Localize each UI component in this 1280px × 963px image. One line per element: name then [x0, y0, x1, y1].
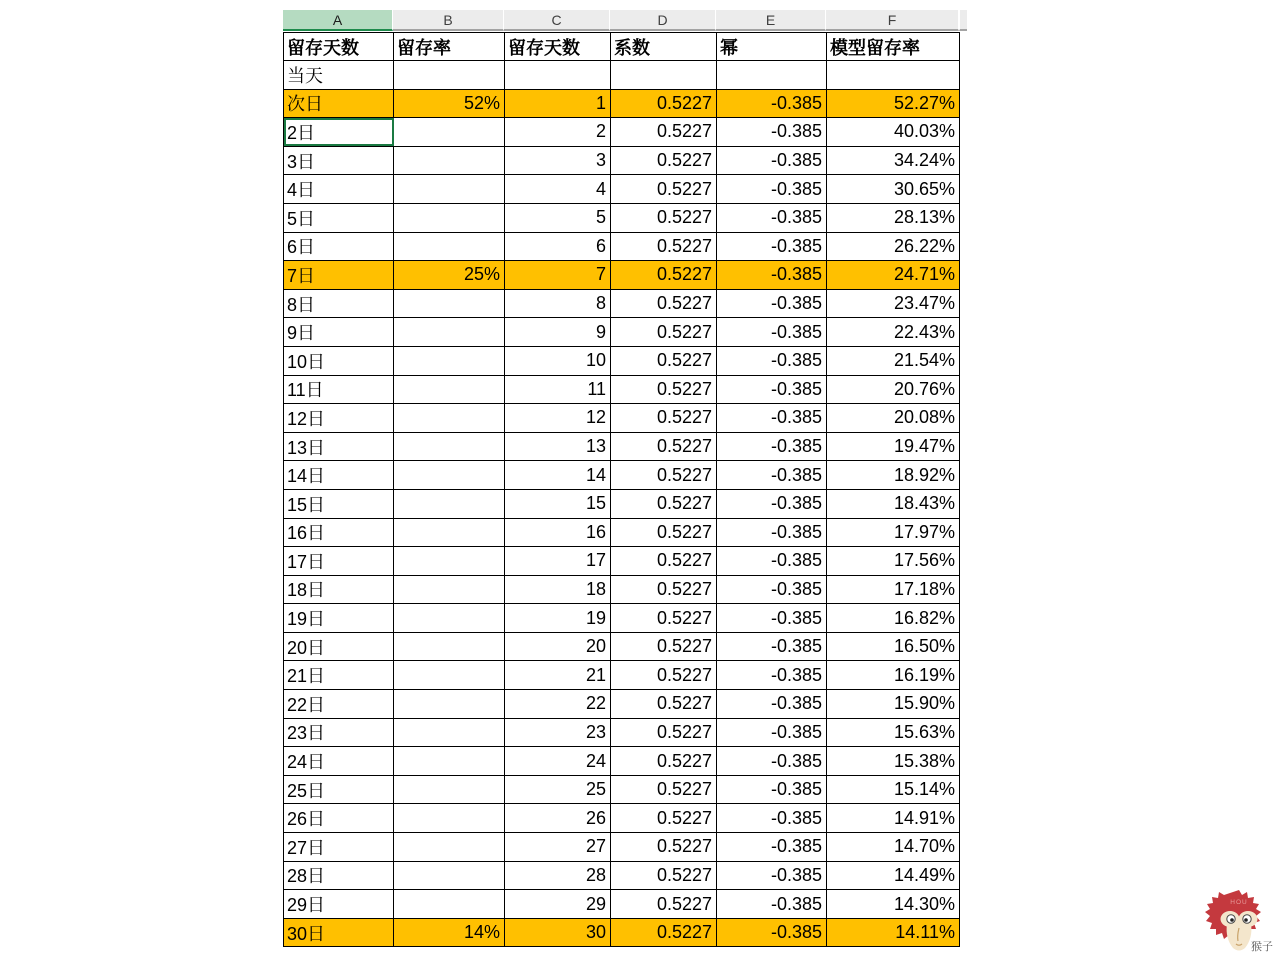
- cell[interactable]: 15: [505, 489, 611, 518]
- cell[interactable]: -0.385: [717, 575, 827, 604]
- cell[interactable]: [394, 890, 505, 919]
- cell[interactable]: 15日: [284, 489, 394, 518]
- cell[interactable]: 14.70%: [827, 833, 960, 862]
- cell[interactable]: 26.22%: [827, 232, 960, 261]
- cell[interactable]: 13: [505, 432, 611, 461]
- cell[interactable]: [394, 461, 505, 490]
- cell[interactable]: 17.56%: [827, 547, 960, 576]
- cell[interactable]: -0.385: [717, 89, 827, 118]
- cell[interactable]: -0.385: [717, 775, 827, 804]
- cell[interactable]: 0.5227: [611, 518, 717, 547]
- cell[interactable]: 0.5227: [611, 461, 717, 490]
- cell[interactable]: 14.49%: [827, 861, 960, 890]
- cell[interactable]: 52.27%: [827, 89, 960, 118]
- cell[interactable]: 0.5227: [611, 861, 717, 890]
- cell[interactable]: -0.385: [717, 489, 827, 518]
- cell[interactable]: -0.385: [717, 346, 827, 375]
- cell[interactable]: 25日: [284, 775, 394, 804]
- table-row: [284, 261, 960, 290]
- cell[interactable]: 20: [505, 632, 611, 661]
- cell[interactable]: [394, 289, 505, 318]
- cell[interactable]: [394, 404, 505, 433]
- cell[interactable]: 9: [505, 318, 611, 347]
- cell[interactable]: -0.385: [717, 718, 827, 747]
- table-row: [284, 432, 960, 461]
- cell[interactable]: 26日: [284, 804, 394, 833]
- table-row: [284, 146, 960, 175]
- cell[interactable]: -0.385: [717, 146, 827, 175]
- cell[interactable]: 22: [505, 690, 611, 719]
- cell[interactable]: 29日: [284, 890, 394, 919]
- cell[interactable]: -0.385: [717, 518, 827, 547]
- cell[interactable]: 6: [505, 232, 611, 261]
- cell[interactable]: 18.92%: [827, 461, 960, 490]
- cell[interactable]: [717, 61, 827, 90]
- table-row: [284, 890, 960, 919]
- cell[interactable]: 0.5227: [611, 604, 717, 633]
- cell[interactable]: 11日: [284, 375, 394, 404]
- cell[interactable]: 5日: [284, 203, 394, 232]
- cell[interactable]: 16.82%: [827, 604, 960, 633]
- cell[interactable]: 0.5227: [611, 118, 717, 147]
- cell[interactable]: [394, 804, 505, 833]
- table-row: [284, 661, 960, 690]
- cell[interactable]: 14%: [394, 918, 505, 947]
- table-row: [284, 61, 960, 90]
- cell[interactable]: [394, 203, 505, 232]
- cell[interactable]: 17.18%: [827, 575, 960, 604]
- table-header-row: [284, 33, 960, 61]
- cell[interactable]: 0.5227: [611, 289, 717, 318]
- cell[interactable]: 3: [505, 146, 611, 175]
- cell[interactable]: [394, 718, 505, 747]
- cell[interactable]: 0.5227: [611, 203, 717, 232]
- cell[interactable]: 16.50%: [827, 632, 960, 661]
- column-header-A[interactable]: A: [283, 10, 393, 31]
- cell[interactable]: 19日: [284, 604, 394, 633]
- cell[interactable]: 14.30%: [827, 890, 960, 919]
- cell[interactable]: [394, 375, 505, 404]
- table-row: [284, 346, 960, 375]
- cell[interactable]: [394, 775, 505, 804]
- active-cell[interactable]: 2日: [284, 118, 394, 147]
- cell[interactable]: 34.24%: [827, 146, 960, 175]
- table-row: [284, 203, 960, 232]
- watermark-logo: [1203, 886, 1275, 958]
- cell[interactable]: 16.19%: [827, 661, 960, 690]
- cell[interactable]: 22.43%: [827, 318, 960, 347]
- cell[interactable]: -0.385: [717, 918, 827, 947]
- cell[interactable]: [394, 575, 505, 604]
- sheet-body: [284, 33, 960, 947]
- column-header-C[interactable]: C: [504, 10, 610, 31]
- cell[interactable]: 13日: [284, 432, 394, 461]
- cell[interactable]: -0.385: [717, 632, 827, 661]
- cell[interactable]: 15.38%: [827, 747, 960, 776]
- cell[interactable]: 21: [505, 661, 611, 690]
- column-header-B[interactable]: B: [393, 10, 504, 31]
- cell[interactable]: 0.5227: [611, 690, 717, 719]
- cell[interactable]: 3日: [284, 146, 394, 175]
- cell[interactable]: 40.03%: [827, 118, 960, 147]
- cell[interactable]: 18: [505, 575, 611, 604]
- cell[interactable]: 0.5227: [611, 261, 717, 290]
- cell[interactable]: -0.385: [717, 833, 827, 862]
- column-header-partial: [959, 10, 967, 31]
- cell[interactable]: 30: [505, 918, 611, 947]
- table-row: [284, 175, 960, 204]
- cell[interactable]: 0.5227: [611, 918, 717, 947]
- cell[interactable]: 23日: [284, 718, 394, 747]
- cell[interactable]: 15.63%: [827, 718, 960, 747]
- table-row: [284, 232, 960, 261]
- cell[interactable]: -0.385: [717, 175, 827, 204]
- cell[interactable]: 0.5227: [611, 432, 717, 461]
- cell[interactable]: 11: [505, 375, 611, 404]
- cell[interactable]: [394, 632, 505, 661]
- cell[interactable]: -0.385: [717, 804, 827, 833]
- cell[interactable]: -0.385: [717, 861, 827, 890]
- cell[interactable]: 0.5227: [611, 232, 717, 261]
- cell[interactable]: 2: [505, 118, 611, 147]
- cell[interactable]: 14.91%: [827, 804, 960, 833]
- cell[interactable]: 16: [505, 518, 611, 547]
- cell[interactable]: [394, 175, 505, 204]
- cell[interactable]: 0.5227: [611, 575, 717, 604]
- header-cell[interactable]: 模型留存率: [827, 33, 960, 61]
- cell[interactable]: 15.90%: [827, 690, 960, 719]
- sheet-table: [283, 32, 960, 947]
- cell[interactable]: 9日: [284, 318, 394, 347]
- cell[interactable]: [394, 432, 505, 461]
- cell[interactable]: 28: [505, 861, 611, 890]
- cell[interactable]: 28.13%: [827, 203, 960, 232]
- cell[interactable]: 0.5227: [611, 747, 717, 776]
- cell[interactable]: 17日: [284, 547, 394, 576]
- cell[interactable]: 0.5227: [611, 547, 717, 576]
- cell[interactable]: 24: [505, 747, 611, 776]
- cell[interactable]: 次日: [284, 89, 394, 118]
- cell[interactable]: 7: [505, 261, 611, 290]
- cell[interactable]: 8: [505, 289, 611, 318]
- cell[interactable]: -0.385: [717, 432, 827, 461]
- cell[interactable]: 12日: [284, 404, 394, 433]
- cell[interactable]: 0.5227: [611, 632, 717, 661]
- table-row: [284, 632, 960, 661]
- table-row: [284, 804, 960, 833]
- cell[interactable]: 19.47%: [827, 432, 960, 461]
- column-header-E[interactable]: E: [716, 10, 826, 31]
- cell[interactable]: 22日: [284, 690, 394, 719]
- cell[interactable]: -0.385: [717, 118, 827, 147]
- cell[interactable]: 17.97%: [827, 518, 960, 547]
- table-row: [284, 489, 960, 518]
- cell[interactable]: -0.385: [717, 261, 827, 290]
- cell[interactable]: 0.5227: [611, 318, 717, 347]
- watermark-label: 猴子: [1251, 941, 1273, 953]
- cell[interactable]: 4日: [284, 175, 394, 204]
- cell[interactable]: 10日: [284, 346, 394, 375]
- cell[interactable]: [394, 661, 505, 690]
- table-row: [284, 718, 960, 747]
- cell[interactable]: 25%: [394, 261, 505, 290]
- column-header-D[interactable]: D: [610, 10, 716, 31]
- cell[interactable]: 6日: [284, 232, 394, 261]
- cell[interactable]: 14日: [284, 461, 394, 490]
- table-row: [284, 547, 960, 576]
- cell[interactable]: [505, 61, 611, 90]
- cell[interactable]: -0.385: [717, 289, 827, 318]
- cell[interactable]: -0.385: [717, 690, 827, 719]
- cell[interactable]: 23.47%: [827, 289, 960, 318]
- cell[interactable]: 12: [505, 404, 611, 433]
- table-row: [284, 604, 960, 633]
- column-header-F[interactable]: F: [826, 10, 959, 31]
- cell[interactable]: -0.385: [717, 604, 827, 633]
- cell[interactable]: 14.11%: [827, 918, 960, 947]
- header-cell[interactable]: 留存天数: [505, 33, 611, 61]
- cell[interactable]: 30.65%: [827, 175, 960, 204]
- cell[interactable]: 0.5227: [611, 833, 717, 862]
- cell[interactable]: -0.385: [717, 404, 827, 433]
- cell[interactable]: 20.08%: [827, 404, 960, 433]
- cell[interactable]: [394, 346, 505, 375]
- cell[interactable]: 17: [505, 547, 611, 576]
- cell[interactable]: 20.76%: [827, 375, 960, 404]
- table-row: [284, 833, 960, 862]
- cell[interactable]: 27: [505, 833, 611, 862]
- cell[interactable]: 0.5227: [611, 346, 717, 375]
- cell[interactable]: 21.54%: [827, 346, 960, 375]
- table-row: [284, 747, 960, 776]
- cell[interactable]: 4: [505, 175, 611, 204]
- cell[interactable]: 18日: [284, 575, 394, 604]
- cell[interactable]: [394, 547, 505, 576]
- cell[interactable]: -0.385: [717, 747, 827, 776]
- cell[interactable]: 21日: [284, 661, 394, 690]
- cell[interactable]: 8日: [284, 289, 394, 318]
- cell[interactable]: -0.385: [717, 547, 827, 576]
- cell[interactable]: 0.5227: [611, 718, 717, 747]
- cell[interactable]: 0.5227: [611, 146, 717, 175]
- cell[interactable]: 0.5227: [611, 661, 717, 690]
- cell[interactable]: 16日: [284, 518, 394, 547]
- cell[interactable]: -0.385: [717, 661, 827, 690]
- cell[interactable]: 1: [505, 89, 611, 118]
- cell[interactable]: 当天: [284, 61, 394, 90]
- column-header-row: [283, 10, 967, 31]
- cell[interactable]: [394, 604, 505, 633]
- header-cell[interactable]: 幂: [717, 33, 827, 61]
- cell[interactable]: -0.385: [717, 890, 827, 919]
- table-row: [284, 89, 960, 118]
- cell[interactable]: [394, 61, 505, 90]
- header-cell[interactable]: 留存天数: [284, 33, 394, 61]
- cell[interactable]: -0.385: [717, 232, 827, 261]
- header-cell[interactable]: 留存率: [394, 33, 505, 61]
- cell[interactable]: [394, 861, 505, 890]
- cell[interactable]: 25: [505, 775, 611, 804]
- cell[interactable]: 7日: [284, 261, 394, 290]
- cell[interactable]: -0.385: [717, 318, 827, 347]
- cell[interactable]: [394, 318, 505, 347]
- cell[interactable]: 0.5227: [611, 375, 717, 404]
- cell[interactable]: [394, 833, 505, 862]
- cell[interactable]: 23: [505, 718, 611, 747]
- cell[interactable]: [611, 61, 717, 90]
- cell[interactable]: 30日: [284, 918, 394, 947]
- cell[interactable]: 0.5227: [611, 89, 717, 118]
- cell[interactable]: 0.5227: [611, 890, 717, 919]
- cell[interactable]: 5: [505, 203, 611, 232]
- cell[interactable]: 0.5227: [611, 775, 717, 804]
- cell[interactable]: 26: [505, 804, 611, 833]
- cell[interactable]: 0.5227: [611, 804, 717, 833]
- cell[interactable]: 15.14%: [827, 775, 960, 804]
- table-row: [284, 289, 960, 318]
- cell[interactable]: [394, 489, 505, 518]
- cell[interactable]: -0.385: [717, 375, 827, 404]
- cell[interactable]: 29: [505, 890, 611, 919]
- cell[interactable]: [394, 690, 505, 719]
- cell[interactable]: 0.5227: [611, 175, 717, 204]
- spreadsheet: [283, 10, 967, 947]
- watermark-forehead-text: HOU: [1230, 899, 1248, 906]
- cell[interactable]: [394, 118, 505, 147]
- cell[interactable]: 0.5227: [611, 404, 717, 433]
- table-row: [284, 518, 960, 547]
- cell[interactable]: [394, 146, 505, 175]
- cell[interactable]: 20日: [284, 632, 394, 661]
- cell[interactable]: -0.385: [717, 203, 827, 232]
- table-row: [284, 918, 960, 947]
- table-row: [284, 375, 960, 404]
- cell[interactable]: 14: [505, 461, 611, 490]
- cell[interactable]: [394, 232, 505, 261]
- cell[interactable]: 52%: [394, 89, 505, 118]
- cell[interactable]: [394, 518, 505, 547]
- table-row: [284, 461, 960, 490]
- cell[interactable]: 10: [505, 346, 611, 375]
- cell[interactable]: 27日: [284, 833, 394, 862]
- cell[interactable]: 24日: [284, 747, 394, 776]
- cell[interactable]: [827, 61, 960, 90]
- table-row: [284, 404, 960, 433]
- header-cell[interactable]: 系数: [611, 33, 717, 61]
- table-row: [284, 861, 960, 890]
- cell[interactable]: -0.385: [717, 461, 827, 490]
- table-row: [284, 775, 960, 804]
- table-row: [284, 575, 960, 604]
- cell[interactable]: 24.71%: [827, 261, 960, 290]
- table-row: [284, 318, 960, 347]
- cell[interactable]: 28日: [284, 861, 394, 890]
- cell[interactable]: 18.43%: [827, 489, 960, 518]
- table-row: [284, 690, 960, 719]
- cell[interactable]: 19: [505, 604, 611, 633]
- cell[interactable]: 0.5227: [611, 489, 717, 518]
- table-row: [284, 118, 960, 147]
- cell[interactable]: [394, 747, 505, 776]
